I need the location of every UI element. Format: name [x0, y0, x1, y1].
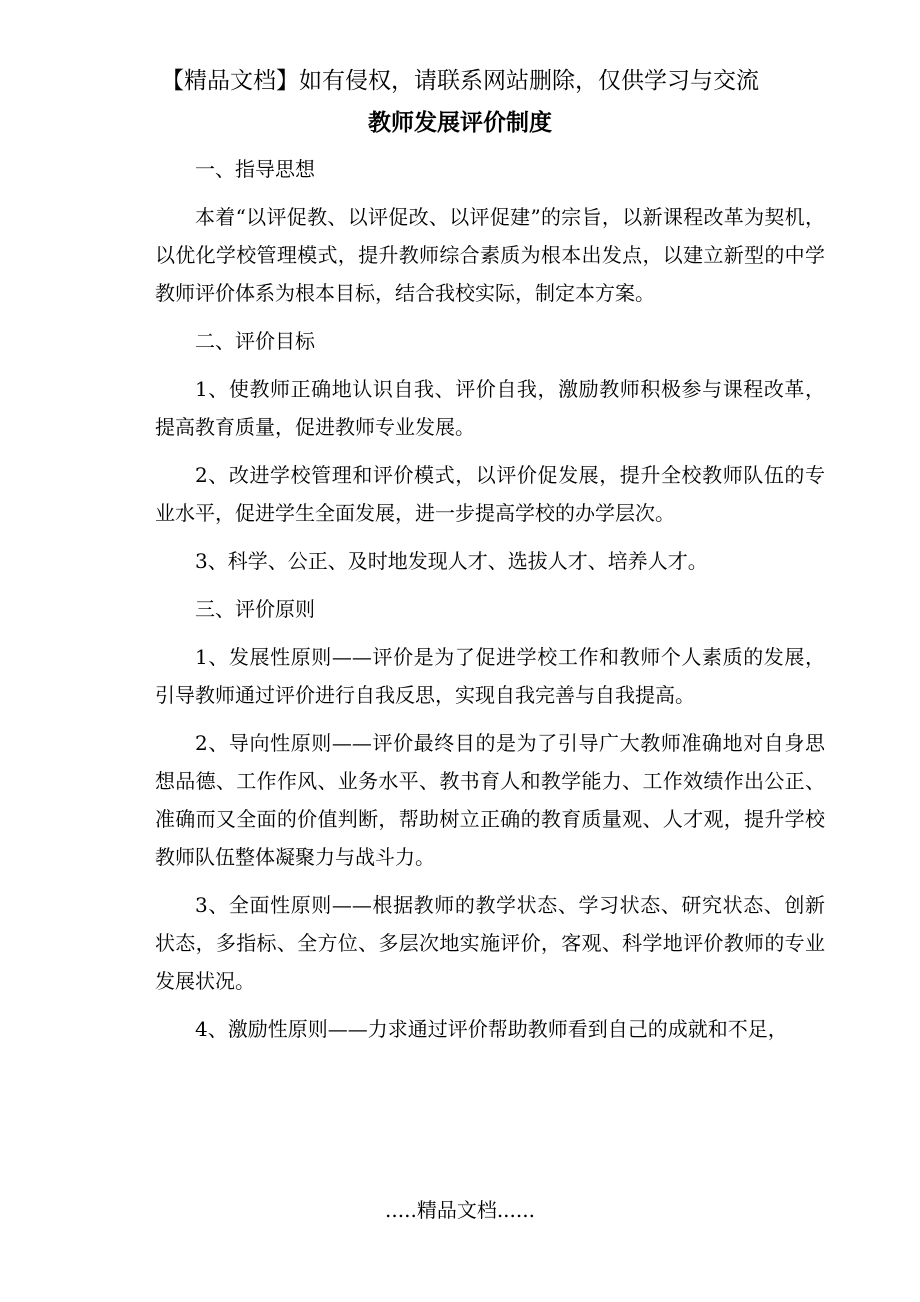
- paragraph: 4、激励性原则——力求通过评价帮助教师看到自己的成就和不足，: [195, 1017, 788, 1041]
- paragraph: 3、科学、公正、及时地发现人才、选拔人才、培养人才。: [195, 549, 708, 573]
- copyright-notice: 【精品文档】如有侵权，请联系网站删除，仅供学习与交流: [161, 68, 759, 94]
- paragraph: 2、导向性原则——评价最终目的是为了引导广大教师准确地对自身思想品德、工作作风、业务水平、教书育人和教学能力、工作效绩作出公正、准确而又全面的价值判断，帮助树立正确的教育质量观、人才观，提升学校教师队伍整体凝聚力与战斗力。: [155, 731, 825, 869]
- section-heading: 三、评价原则: [195, 597, 315, 621]
- section-heading: 二、评价目标: [195, 329, 315, 353]
- document-body: [155, 150, 825, 1058]
- section-heading: 一、指导思想: [195, 157, 315, 181]
- paragraph: 1、发展性原则——评价是为了促进学校工作和教师个人素质的发展，引导教师通过评价进行自我反思，实现自我完善与自我提高。: [155, 645, 825, 707]
- paragraph: 本着“以评促教、以评促改、以评促建”的宗旨，以新课程改革为契机，以优化学校管理模式，提升教师综合素质为根本出发点，以建立新型的中学教师评价体系为根本目标，结合我校实际，制定本方案。: [155, 205, 825, 305]
- page-footer: .....精品文档......: [385, 1198, 535, 1222]
- paragraph: 2、改进学校管理和评价模式，以评价促发展，提升全校教师队伍的专业水平，促进学生全面发展，进一步提高学校的办学层次。: [155, 463, 825, 525]
- document-title: 教师发展评价制度: [368, 109, 552, 136]
- paragraph: 3、全面性原则——根据教师的教学状态、学习状态、研究状态、创新状态，多指标、全方位、多层次地实施评价，客观、科学地评价教师的专业发展状况。: [155, 893, 825, 993]
- paragraph: 1、使教师正确地认识自我、评价自我，激励教师积极参与课程改革，提高教育质量，促进教师专业发展。: [155, 377, 825, 439]
